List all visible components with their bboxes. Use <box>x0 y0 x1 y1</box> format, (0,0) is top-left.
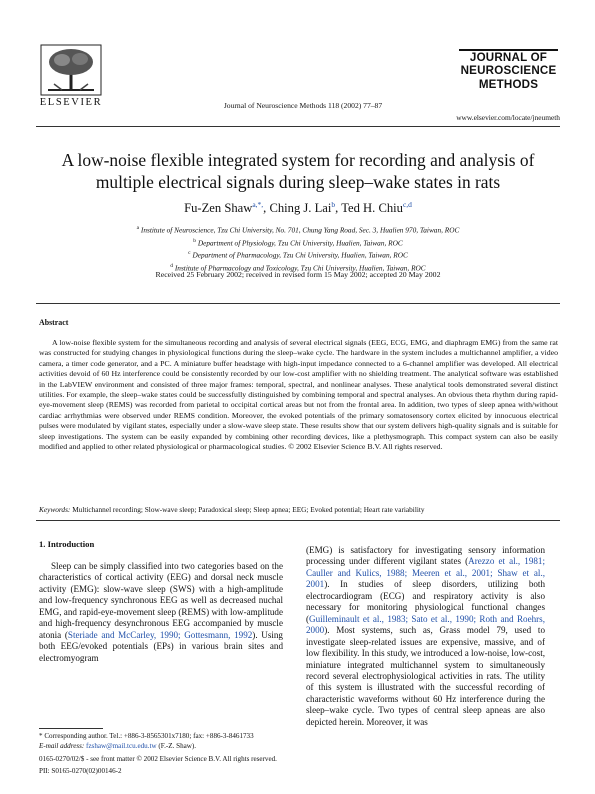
journal-logo-line: JOURNAL OF <box>469 51 548 64</box>
author-sup[interactable]: a,*, <box>252 200 264 209</box>
journal-logo <box>459 49 558 107</box>
affiliation: $^b$ Department of Physiology, Tzu Chi University, Hualien, Taiwan, ROC <box>193 237 403 248</box>
author-name[interactable]: Ching J. Lai <box>269 201 332 216</box>
header-divider <box>36 126 560 127</box>
received-dates: Received 25 February 2002; received in revised form 15 May 2002; accepted 20 May 2002 <box>155 270 441 279</box>
abstract-top-divider <box>36 303 560 304</box>
intro-left-column: Sleep can be simply classified into two categories based on the characteristics of cortical activity (EEG) and dorsal neck muscle activity (EMG): slow-wave sleep (SWS) with a high-amplitude and low-frequency synchronous EEG as well as decreased nuchal EMG, and rapid-eye-movement sleep (REMS) with low-amplitude and high-frequency desynchronous EEG accompanied by muscle atonia (Steriade and McCarley, 1990; Gottesmann, 1992). Using both EEG/evoked potentials (EPs) in various brain sites and electromyogram <box>39 561 283 663</box>
citation-link[interactable]: Arezzo et al., 1981; Cauller and Kulics, 1988; Meeren et al., 2001; Shaw et al., 2001 <box>306 556 545 590</box>
article-title: A low-noise flexible integrated system for recording and analysis of multiple electrical signals during sleep–wake states in rats <box>61 150 535 192</box>
affiliation: $^c$ Department of Pharmacology, Tzu Chi University, Hualien, Taiwan, ROC <box>188 250 408 260</box>
keywords <box>39 505 558 514</box>
elsevier-tree-icon <box>40 44 102 96</box>
email-link[interactable]: fzshaw@mail.tcu.edu.tw <box>86 741 157 750</box>
author-sup[interactable]: b <box>331 200 336 209</box>
journal-citation: Journal of Neuroscience Methods 118 (2002) 77–87 <box>223 101 383 110</box>
affiliations <box>36 223 560 274</box>
journal-logo-line: NEUROSCIENCE <box>460 64 557 78</box>
pii-line: PII: S0165-0270(02)00146-2 <box>39 767 122 775</box>
citation-link[interactable]: Steriade and McCarley, 1990; Gottesmann, 1992 <box>67 629 253 640</box>
abstract-heading: Abstract <box>39 318 69 327</box>
author-name[interactable]: Fu-Zen Shaw <box>184 201 253 216</box>
author-name[interactable]: Ted H. Chiu <box>341 201 403 216</box>
corresponding-author-contact: * Corresponding author. Tel.: +886-3-8565301x7180; fax: +886-3-8461733 <box>39 732 254 740</box>
copyright-line: 0165-0270/02/$ - see front matter © 2002 Elsevier Science B.V. All rights reserved. <box>39 755 277 763</box>
corresponding-author-footnote <box>39 732 285 751</box>
email-line: E-mail address: fzshaw@mail.tcu.edu.tw (F.-Z. Shaw). <box>39 741 197 750</box>
keywords-label: Keywords: <box>39 505 71 514</box>
footnote-divider <box>39 728 103 729</box>
affiliation: $^d$ Institute of Pharmacology and Toxicology, Tzu Chi University, Hualien, Taiwan, ROC <box>170 262 426 273</box>
affiliation: $^a$ Institute of Neuroscience, Tzu Chi University, No. 701, Chung Yang Road, Sec. 3, Hualien 970, Taiwan, ROC <box>136 225 460 235</box>
citation-link[interactable]: Guilleminault et al., 1983; Sato et al., 1990; Roth and Roehrs, 2000 <box>306 613 545 636</box>
authors-line: Fu-Zen Shaw$^{a,*,}$, Ching J. Lai$^b$, Ted H. Chiu$^{c,d}$ <box>184 200 412 216</box>
author-sup[interactable]: c,d <box>402 200 412 209</box>
intro-right-column: (EMG) is satisfactory for investigating sensory information processing under different vigilant states (Arezzo et al., 1981; Cauller and Kulics, 1988; Meeren et al., 2001; Shaw et al., 2001). In studies of sleep disorders, utilizing both electrocardiogram (ECG) and respiratory activity is also necessary for monitoring physiological functional changes (Guilleminault et al., 1983; Sato et al., 1990; Roth and Roehrs, 2000). Most systems, such as, Grass model 79, used to investigate sleep-related issues are expensive, massive, and of low flexibility. In this study, we introduced a low-noise, low-cost, miniature integrated multichannel system to simultaneously record several electrophysiological activities in rats. The utility of this system is illustrated with the successful recording of characteristic waveforms without 60 Hz interference during the sleep–wake cycle. Two types of central sleep apneas are also depicted herein. Moreover, it was <box>306 545 546 727</box>
keywords-list: Multichannel recording; Slow-wave sleep; Paradoxical sleep; Sleep apnea; EEG; Evoked potential; Heart rate variability <box>72 505 425 514</box>
abstract-bottom-divider <box>36 520 560 521</box>
journal-url[interactable]: www.elsevier.com/locate/jneumeth <box>456 113 560 122</box>
section-heading: 1. Introduction <box>39 539 95 549</box>
publisher-name: ELSEVIER <box>39 97 103 108</box>
abstract-body: A low-noise flexible system for the simultaneous recording and analysis of several electrical signals (EEG, ECG, EMG, and diaphragm EMG) from the same rat was constructed for studying changes in physiological functions during the sleep–wake cycle. The hardware in the system includes a multichannel amplifier, a video camera, a timer code generator, and a PC. A miniature buffer headstage with high-input impedance connected to a 6-channel amplifier was developed. All electrical activities devoid of 60 Hz interference could be consistently recorded by our low-cost amplifier with no shielding treatment. The analytical software was established in the LabVIEW environment and consisted of three major frames: temporal, spectral, and nonlinear analyses. These analytical tools demonstrated several distinct utilities. For example, the sleep–wake states could be successfully distinguished by combining temporal and spectral analyses. An obvious theta rhythm during rapid-eye-movement sleep (REMS) was recorded from parietal to occipital cortical areas but not from the frontal area. In addition, two types of sleep apnea with/without cardiac arrhythmias were observed under REMS condition. Moreover, the evoked potentials of the primary somatosensory cortex elicited by innocuous electrical pulses were modulated by vigilant states, especially under a slow-wave sleep state. These results show that our system delivers high-quality signals and is suitable for sleep investigations. The system can be easily expanded by combining other recording devices, like a plethysmograph. This compact system can also be easily modified and applied to other related physiological or pharmacological studies. © 2002 Elsevier Science B.V. All rights reserved. <box>39 338 558 452</box>
journal-logo-line: METHODS <box>478 77 539 91</box>
